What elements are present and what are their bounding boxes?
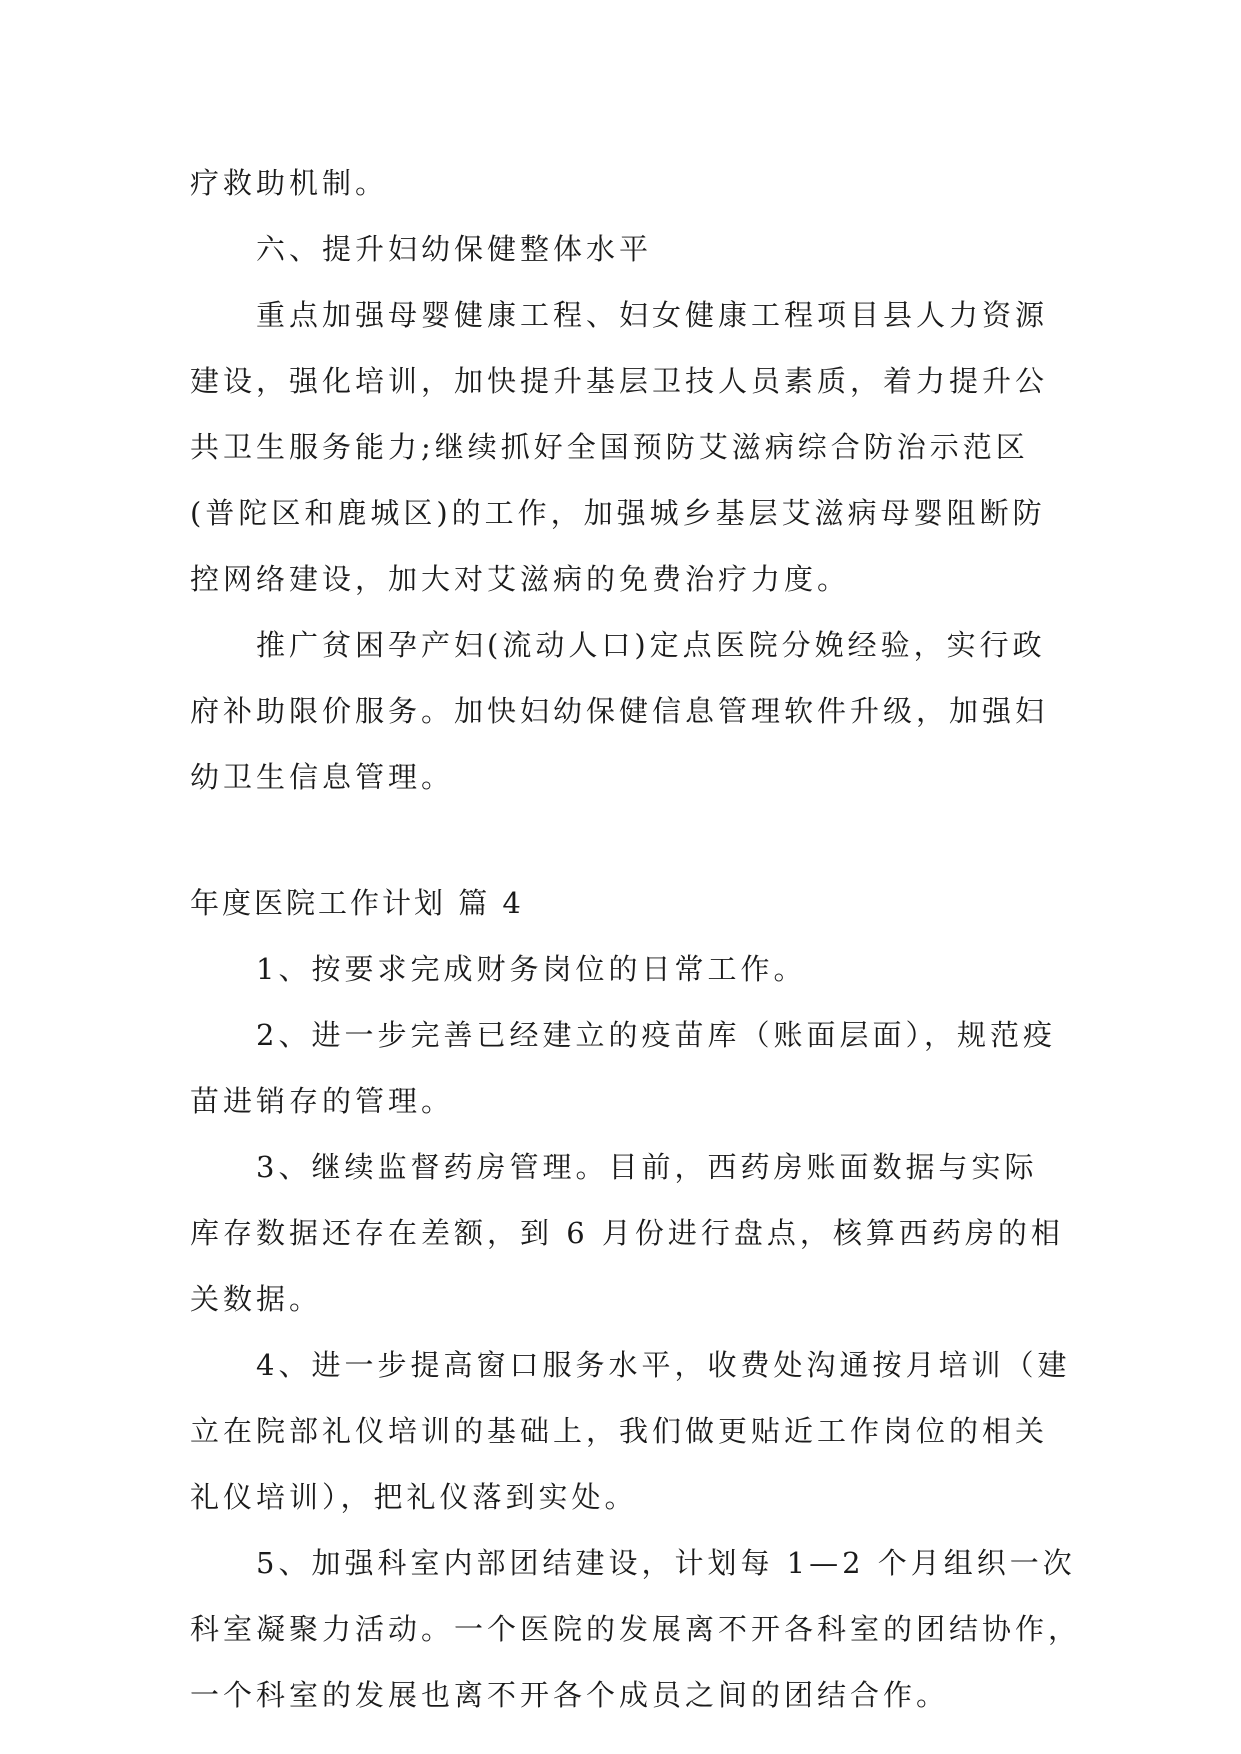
list-item-line: 苗进销存的管理。 <box>190 1084 455 1118</box>
list-item-line: 库存数据还存在差额，到 6 月份进行盘点，核算西药房的相 <box>190 1216 1064 1250</box>
list-item-line: 1、按要求完成财务岗位的日常工作。 <box>256 952 807 986</box>
list-item-line: 关数据。 <box>190 1282 323 1316</box>
paragraph-line: 府补助限价服务。加快妇幼保健信息管理软件升级，加强妇 <box>190 694 1049 728</box>
list-item <box>190 1332 1071 1530</box>
list-item-line: 5、加强科室内部团结建设，计划每 1—2 个月组织一次 <box>256 1546 1076 1580</box>
paragraph <box>190 282 1050 612</box>
list-item-line: 立在院部礼仪培训的基础上，我们做更贴近工作岗位的相关 <box>190 1414 1049 1448</box>
section-title: 六、提升妇幼保健整体水平 <box>256 232 653 266</box>
paragraph-line: 建设，强化培训，加快提升基层卫技人员素质，着力提升公 <box>190 364 1049 398</box>
paragraph-line: (普陀区和鹿城区)的工作，加强城乡基层艾滋病母婴阻断防 <box>190 496 1046 530</box>
list-item <box>190 1134 1064 1332</box>
list-item <box>190 1530 1082 1728</box>
list-item <box>190 1002 1056 1134</box>
paragraph-line: 重点加强母婴健康工程、妇女健康工程项目县人力资源 <box>256 298 1049 332</box>
list-item-line: 3、继续监督药房管理。目前，西药房账面数据与实际 <box>256 1150 1038 1184</box>
list-item-line: 科室凝聚力活动。一个医院的发展离不开各科室的团结协作， <box>190 1612 1082 1646</box>
paragraph-line: 推广贫困孕产妇(流动人口)定点医院分娩经验，实行政 <box>256 628 1046 662</box>
continuation-line: 疗救助机制。 <box>190 166 389 200</box>
list-item-line: 礼仪培训），把礼仪落到实处。 <box>190 1480 638 1514</box>
paragraph-line: 幼卫生信息管理。 <box>190 760 455 794</box>
list-item-line: 4、进一步提高窗口服务水平，收费处沟通按月培训（建 <box>256 1348 1071 1382</box>
list-item-line: 2、进一步完善已经建立的疫苗库（账面层面），规范疫 <box>256 1018 1056 1052</box>
list-item-line: 一个科室的发展也离不开各个成员之间的团结合作。 <box>190 1678 950 1712</box>
paragraph <box>190 612 1050 810</box>
paragraph-line: 控网络建设，加大对艾滋病的免费治疗力度。 <box>190 562 851 596</box>
paragraph-line: 共卫生服务能力;继续抓好全国预防艾滋病综合防治示范区 <box>190 430 1029 464</box>
list-item <box>190 936 1050 1002</box>
document-body <box>190 150 1082 1728</box>
plan-heading: 年度医院工作计划 篇 4 <box>190 886 524 920</box>
section-spacer <box>190 810 1050 870</box>
